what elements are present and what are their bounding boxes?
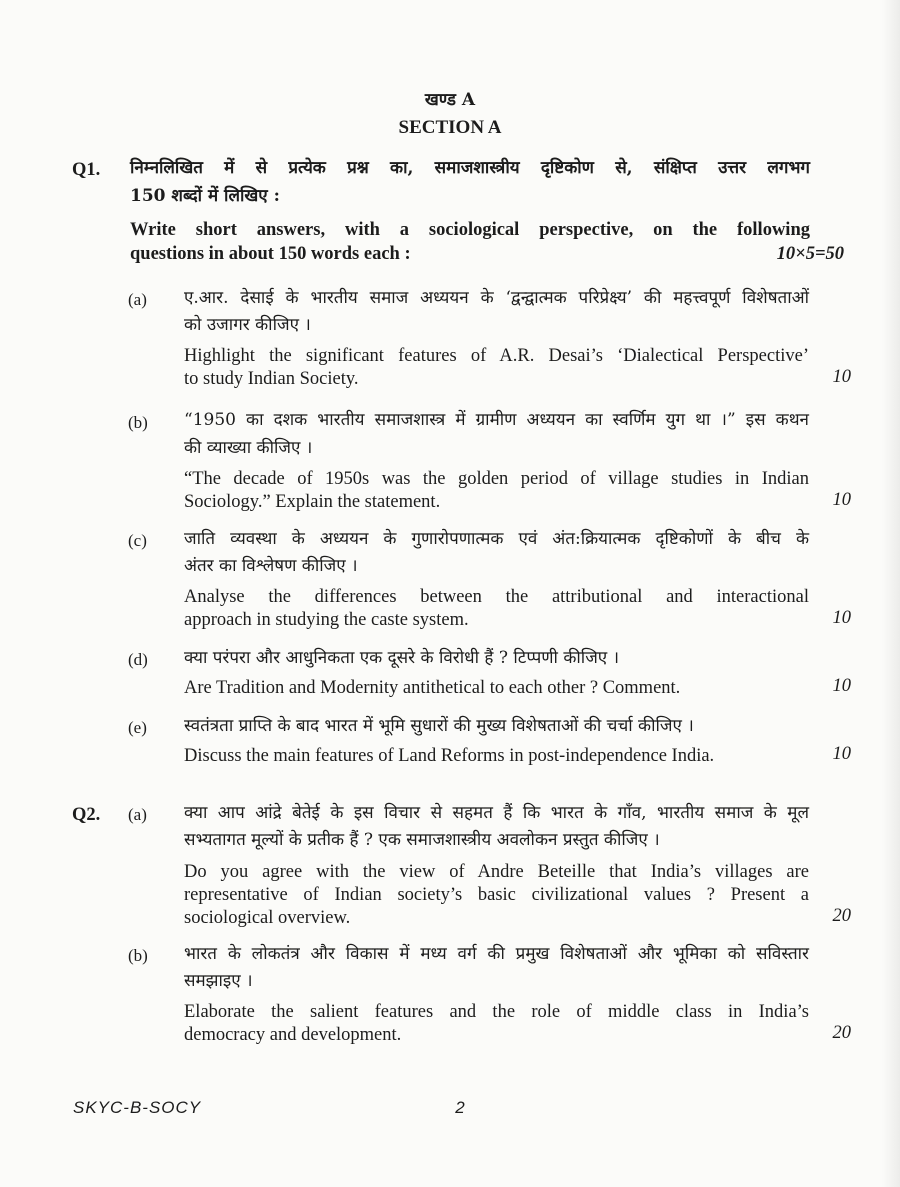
- q1-part-b-english-line2: Sociology.” Explain the statement.: [184, 492, 441, 512]
- q1-part-d-label: (d): [128, 650, 148, 669]
- q2-part-a-hindi-line1: क्या आप आंद्रे बेतेई के इस विचार से सहमत हैं कि भारत के गाँव, भारतीय समाज के मूल: [184, 803, 809, 823]
- q1-english-line2: questions in about 150 words each :: [130, 244, 411, 264]
- q2-part-b-label: (b): [128, 946, 148, 965]
- q2-part-a-hindi-line2: सभ्यतागत मूल्यों के प्रतीक हैं ? एक समाजशास्त्रीय अवलोकन प्रस्तुत कीजिए ।: [184, 830, 660, 850]
- q1-part-b-marks: 10: [832, 490, 851, 510]
- section-english-title: SECTION A: [398, 117, 502, 138]
- q1-english-line1: Write short answers, with a sociological perspective, on the following: [130, 220, 810, 240]
- q1-part-d-english-line1: Are Tradition and Modernity antithetical to each other ? Comment.: [184, 678, 681, 698]
- q2-part-b-english-line2: democracy and development.: [184, 1025, 402, 1045]
- q1-part-c-marks: 10: [832, 608, 851, 628]
- q2-number: Q2.: [72, 805, 101, 825]
- q1-part-e-hindi-line1: स्वतंत्रता प्राप्ति के बाद भारत में भूमि सुधारों की मुख्य विशेषताओं की चर्चा कीजिए ।: [184, 716, 694, 736]
- q2-part-a-english-line1: Do you agree with the view of Andre Beteille that India’s villages are: [184, 862, 809, 882]
- page-number: 2: [455, 1098, 465, 1117]
- q1-part-b-label: (b): [128, 413, 148, 432]
- q1-part-a-label: (a): [128, 290, 147, 309]
- q1-hindi-line2: 150 शब्दों में लिखिए :: [130, 186, 280, 206]
- q2-part-a-english-line3: sociological overview.: [184, 908, 351, 928]
- q1-part-d-hindi-line1: क्या परंपरा और आधुनिकता एक दूसरे के विरोधी हैं ? टिप्पणी कीजिए ।: [184, 648, 620, 668]
- q1-part-b-hindi-line1: “1950 का दशक भारतीय समाजशास्त्र में ग्रामीण अध्ययन का स्वर्णिम युग था ।” इस कथन: [184, 410, 809, 430]
- paper-code: SKYC-B-SOCY: [73, 1098, 202, 1117]
- q1-part-c-english-line2: approach in studying the caste system.: [184, 610, 469, 630]
- q1-part-c-label: (c): [128, 531, 147, 550]
- q1-part-a-marks: 10: [832, 367, 851, 387]
- scan-edge-shadow: [882, 0, 900, 1187]
- q1-hindi-line1: निम्नलिखित में से प्रत्येक प्रश्न का, समाजशास्त्रीय दृष्टिकोण से, संक्षिप्त उत्तर लगभग: [130, 158, 810, 178]
- q1-part-d-marks: 10: [832, 676, 851, 696]
- q1-part-a-hindi-line1: ए.आर. देसाई के भारतीय समाज अध्ययन के ‘द्वन्द्वात्मक परिप्रेक्ष्य’ की महत्त्वपूर्ण विशेषताओं: [184, 288, 809, 308]
- q2-part-b-marks: 20: [832, 1023, 851, 1043]
- q1-part-c-english-line1: Analyse the differences between the attributional and interactional: [184, 587, 809, 607]
- q2-part-b-hindi-line2: समझाइए ।: [184, 971, 253, 991]
- q1-part-a-english-line1: Highlight the significant features of A.R. Desai’s ‘Dialectical Perspective’: [184, 346, 809, 366]
- q1-part-e-label: (e): [128, 718, 147, 737]
- q1-part-e-marks: 10: [832, 744, 851, 764]
- q2-part-b-hindi-line1: भारत के लोकतंत्र और विकास में मध्य वर्ग की प्रमुख विशेषताओं और भूमिका को सविस्तार: [184, 944, 809, 964]
- q1-part-a-english-line2: to study Indian Society.: [184, 369, 359, 389]
- q1-part-a-hindi-line2: को उजागर कीजिए ।: [184, 315, 311, 335]
- q1-part-b-english-line1: “The decade of 1950s was the golden period of village studies in Indian: [184, 469, 809, 489]
- q1-part-e-english-line1: Discuss the main features of Land Reforms in post-independence India.: [184, 746, 715, 766]
- q2-part-a-label: (a): [128, 805, 147, 824]
- q1-part-c-hindi-line1: जाति व्यवस्था के अध्ययन के गुणारोपणात्मक एवं अंत:क्रियात्मक दृष्टिकोणों के बीच के: [184, 529, 809, 549]
- section-hindi-title: खण्ड A: [424, 90, 476, 110]
- q2-part-a-english-line2: representative of Indian society’s basic civilizational values ? Present a: [184, 885, 809, 905]
- q1-part-b-hindi-line2: की व्याख्या कीजिए ।: [184, 438, 313, 458]
- q2-part-a-marks: 20: [832, 906, 851, 926]
- q2-part-b-english-line1: Elaborate the salient features and the role of middle class in India’s: [184, 1002, 809, 1022]
- q1-total-marks: 10×5=50: [776, 244, 844, 264]
- q1-number: Q1.: [72, 160, 101, 180]
- q1-part-c-hindi-line2: अंतर का विश्लेषण कीजिए ।: [184, 556, 358, 576]
